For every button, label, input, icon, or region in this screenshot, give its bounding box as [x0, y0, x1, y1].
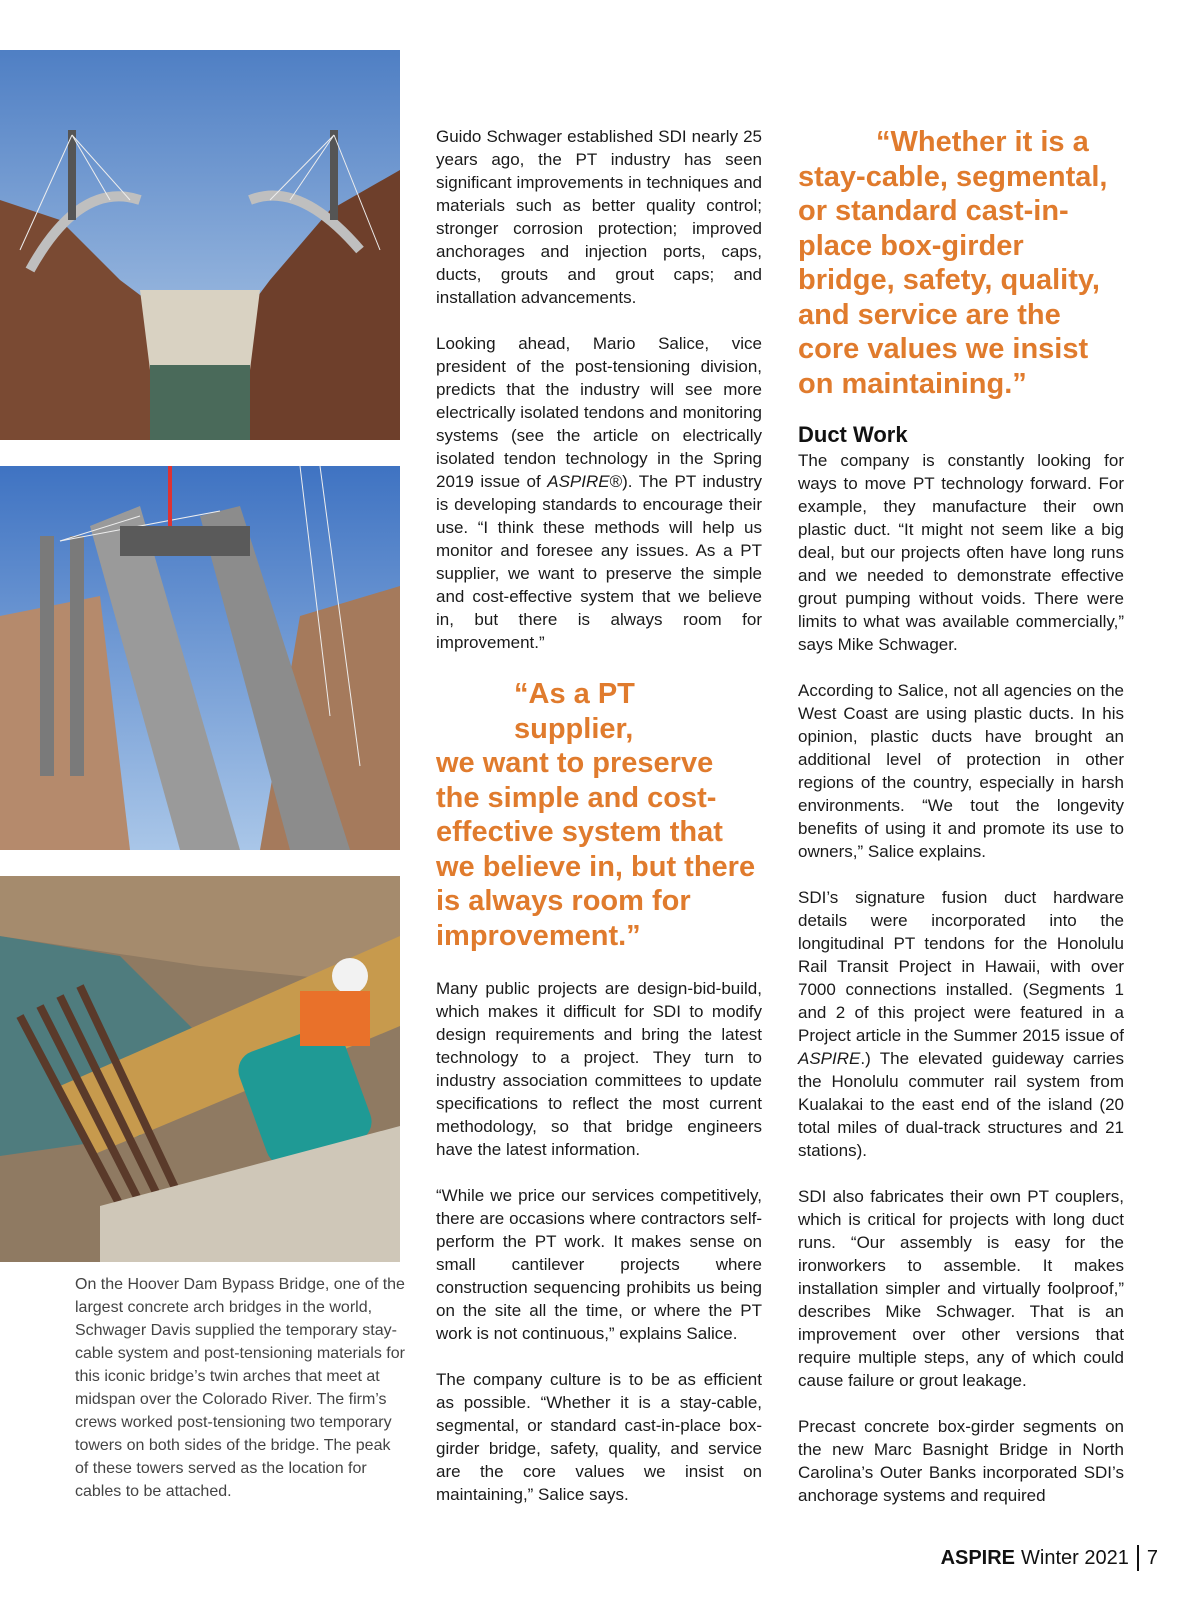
pull-quote-lead: “Whether it is a [876, 126, 1089, 158]
footer-divider [1137, 1545, 1139, 1571]
page-footer [941, 1545, 1158, 1571]
paragraph [436, 332, 762, 654]
text-run: SDI’s signature fusion duct hardware details were incorporated into the longitudinal PT tendons for the Honolulu Rail Transit Project in Hawaii, with over 7000 connections installed. (Segments 1 and 2 of this project were featured in a Project article in the Summer 2015 issue of [798, 888, 1124, 1045]
text-run: ®). The PT industry is developing standards to encourage their use. “I think these methods will help us monitor and foresee any issues. As a PT supplier, we want to preserve the simple and cost-effective system that we believe in, but there is always room for improvement.” [436, 472, 762, 652]
pull-quote-body: we want to preserve the simple and cost-effective system that we believe in, but there is always room for improvement.” [436, 747, 756, 952]
article-column-middle [436, 125, 762, 1506]
paragraph: Guido Schwager established SDI nearly 25 years ago, the PT industry has seen significant improvements in techniques and materials such as better quality control; stronger corrosion protection; improved anchorages and injection ports, caps, ducts, grouts and grout caps; and installation advancements. [436, 127, 762, 307]
photo-bridge-arches-dam [0, 50, 400, 440]
page-number: 7 [1146, 1546, 1158, 1569]
paragraph: Precast concrete box-girder segments on the new Marc Basnight Bridge in North Carolina’s Outer Banks incorporated SDI’s anchorage systems and required [798, 1417, 1124, 1505]
paragraph: According to Salice, not all agencies on the West Coast are using plastic ducts. In his opinion, plastic ducts have brought an additional level of protection in other regions of the country, especially in harsh environments. “We tout the longevity benefits of using it and promote its use to owners,” Salice explains. [798, 681, 1124, 861]
paragraph: Many public projects are design-bid-build, which makes it difficult for SDI to modify design requirements and bring the latest technology to a project. They turn to industry association committees to update specifications to reflect the most current methodology, so that bridge engineers have the latest information. [436, 979, 762, 1159]
pull-quote-body: stay-cable, segmental, or standard cast-in-place box-girder bridge, safety, quality, and service are the core values we insist on maintaining.” [798, 160, 1108, 400]
photo-worker-pt-equipment [0, 876, 400, 1262]
paragraph: The company is constantly looking for ways to move PT technology forward. For example, they manufacture their own plastic duct. “It might not seem like a big deal, but our projects often have long runs and we needed to demonstrate effective grout pumping without voids. There were limits to what was available commercially,” says Mike Schwager. [798, 451, 1124, 654]
magazine-title: ASPIRE [547, 472, 610, 491]
pull-quote-lead: “As a PT supplier, [514, 678, 635, 745]
paragraph: The company culture is to be as efficient as possible. “Whether it is a stay-cable, segmental, or standard cast-in-place box-girder bridge, safety, quality, and service are the core values we insist on maintaining,” Salice says. [436, 1370, 762, 1504]
magazine-brand: ASPIRE [940, 1546, 1016, 1569]
photo-twin-arch-ribs [0, 466, 400, 850]
photo-caption: On the Hoover Dam Bypass Bridge, one of the largest concrete arch bridges in the world, Schwager Davis supplied the temporary stay-cable system and post-tensioning materials for this iconic bridge’s twin arches that meet at midspan over the Colorado River. The firm’s crews worked post-tensioning two temporary towers on both sides of the bridge. The peak of these towers served as the location for cables to be attached. [75, 1276, 405, 1500]
pull-quote [798, 125, 1124, 401]
article-column-right [798, 125, 1124, 1507]
text-run: .) The elevated guideway carries the Honolulu commuter rail system from Kualakai to the east end of the island (20 total miles of dual-track structures and 21 stations). [798, 1049, 1124, 1160]
magazine-title: ASPIRE [798, 1049, 861, 1068]
pull-quote [436, 677, 762, 953]
paragraph [798, 886, 1124, 1162]
paragraph: “While we price our services competitively, there are occasions where contractors self-perform the PT work. It makes sense on small cantilever projects where construction sequencing prohibits us being on the site all the time, or where the PT work is not continuous,” explains Salice. [436, 1186, 762, 1343]
paragraph: SDI also fabricates their own PT couplers, which is critical for projects with long duct runs. “Our assembly is easy for the ironworkers to assemble. It makes installation simpler and virtually foolproof,” describes Mike Schwager. That is an improvement over other versions that require multiple steps, any of which could cause failure or grout leakage. [798, 1187, 1124, 1390]
section-heading: Duct Work [798, 422, 908, 447]
issue-label: Winter 2021 [1021, 1546, 1129, 1569]
text-run: Looking ahead, Mario Salice, vice president of the post-tensioning division, predicts that the industry will see more electrically isolated tendons and monitoring systems (see the article on electrically isolated tendon technology in the Spring 2019 issue of [436, 334, 762, 491]
